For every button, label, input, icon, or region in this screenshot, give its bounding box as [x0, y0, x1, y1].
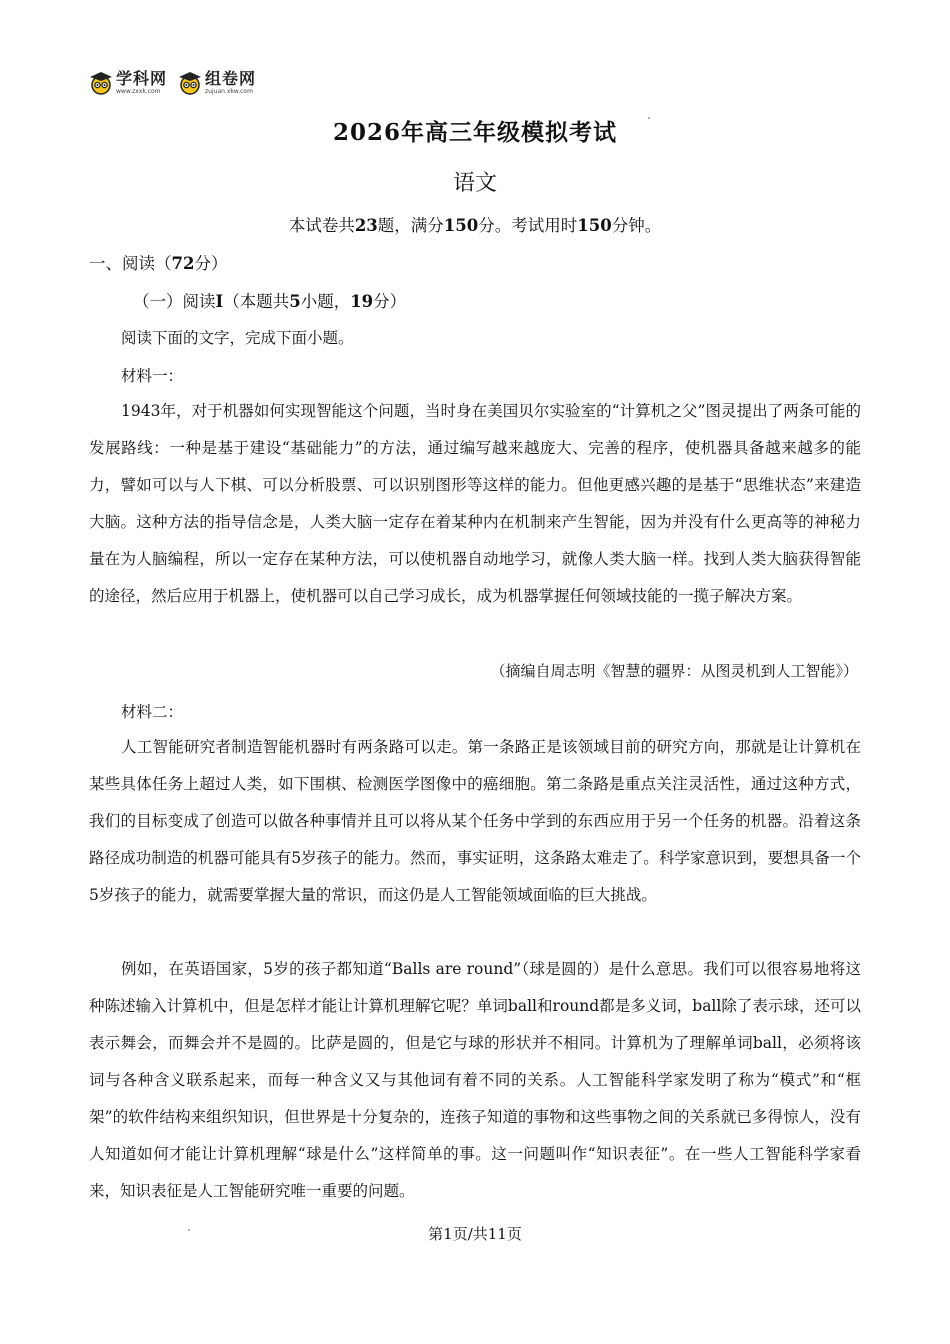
logo-name: 学科网: [116, 69, 168, 88]
section-title: 一、阅读（: [89, 254, 172, 273]
subsection-count: 5: [289, 292, 301, 311]
graduate-cap-face-icon: [177, 70, 203, 96]
section-heading: [89, 250, 227, 274]
material1-label: 材料一：: [121, 367, 184, 385]
subsection-mid2: 小题，: [300, 292, 351, 311]
exam-subject: 语文: [452, 171, 497, 196]
page-number: 第1页/共11页: [428, 1225, 522, 1243]
logo-zujuanwang[interactable]: [177, 70, 256, 96]
subsection-heading: [133, 288, 406, 312]
subsection-prefix: （一）阅读: [133, 292, 216, 311]
material2-paragraph-1: 人工智能研究者制造智能机器时有两条路可以走。第一条路正是该领域目前的研究方向，那就是让计算机在某些具体任务上超过人类，如下围棋、检测医学图像中的癌细胞。第二条路是重点关注灵活性，通过这种方式，我们的目标变成了创造可以做各种事情并且可以将从某个任务中学到的东西应用于另一个任务的机器。沿着这条路径成功制造的机器可能具有5岁孩子的能力。然而，事实证明，这条路太难走了。科学家意识到，要想具备一个5岁孩子的能力，就需要掌握大量的常识，而这仍是人工智能领域面临的巨大挑战。: [89, 738, 861, 904]
graduate-cap-face-icon: [88, 70, 114, 96]
info-score: 150: [443, 216, 479, 235]
info-text: 分钟。: [611, 216, 662, 235]
subsection-roman: I: [215, 292, 224, 311]
material2-paragraph-2: 例如，在英语国家，5岁的孩子都知道“Balls are round”（球是圆的）是什么意思。我们可以很容易地将这种陈述输入计算机中，但是怎样才能让计算机理解它呢？单词ball和round都是多义词，ball除了表示球，还可以表示舞会，而舞会并不是圆的。比萨是圆的，但是它与球的形状并不相同。计算机为了理解单词ball，必须将该词与各种含义联系起来，而每一种含义又与其他词有着不同的关系。人工智能科学家发明了称为“模式”和“框架”的软件结构来组织知识，但世界是十分复杂的，连孩子知道的事物和这些事物之间的关系就已多得惊人，没有人知道如何才能让计算机理解“球是什么”这样简单的事。这一问题叫作“知识表征”。在一些人工智能科学家看来，知识表征是人工智能研究唯一重要的问题。: [89, 960, 861, 1200]
header-logos: [88, 70, 256, 96]
exam-title: 2026年高三年级模拟考试: [332, 119, 617, 146]
info-questions: 23: [354, 216, 378, 235]
logo-name: 组卷网: [205, 69, 257, 88]
section-score: 72: [171, 254, 195, 273]
subsection-suffix: 分）: [373, 292, 407, 311]
logo-url: zujuan.xkw.com: [205, 88, 253, 95]
material1-paragraph: 1943年，对于机器如何实现智能这个问题，当时身在美国贝尔实验室的“计算机之父”图灵提出了两条可能的发展路线：一种是基于建设“基础能力”的方法，通过编写越来越庞大、完善的程序，使机器具备越来越多的能力，譬如可以与人下棋、可以分析股票、可以识别图形等这样的能力。但他更感兴趣的是基于“思维状态”来建造大脑。这种方法的指导信念是，人类大脑一定存在着某种内在机制来产生智能，因为并没有什么更高等的神秘力量在为人脑编程，所以一定存在某种方法，可以使机器自动地学习，就像人类大脑一样。找到人类大脑获得智能的途径，然后应用于机器上，使机器可以自己学习成长，成为机器掌握任何领域技能的一揽子解决方案。: [89, 402, 861, 605]
logo-xuekewang[interactable]: [88, 70, 167, 96]
subsection-score: 19: [350, 292, 374, 311]
info-text: 分。考试用时: [478, 216, 578, 235]
info-time: 150: [577, 216, 612, 235]
info-text: 本试卷共: [288, 216, 355, 235]
exam-info: [0, 212, 950, 236]
material2-label: 材料二：: [121, 703, 184, 721]
instruction: 阅读下面的文字，完成下面小题。: [121, 329, 354, 347]
subsection-mid: （本题共: [223, 292, 290, 311]
section-title-end: 分）: [194, 254, 228, 273]
material1-source: （摘编自周志明《智慧的疆界：从图灵机到人工智能》）: [490, 662, 858, 680]
logo-url: www.zxxk.com: [116, 88, 161, 95]
info-text: 题，满分: [377, 216, 444, 235]
